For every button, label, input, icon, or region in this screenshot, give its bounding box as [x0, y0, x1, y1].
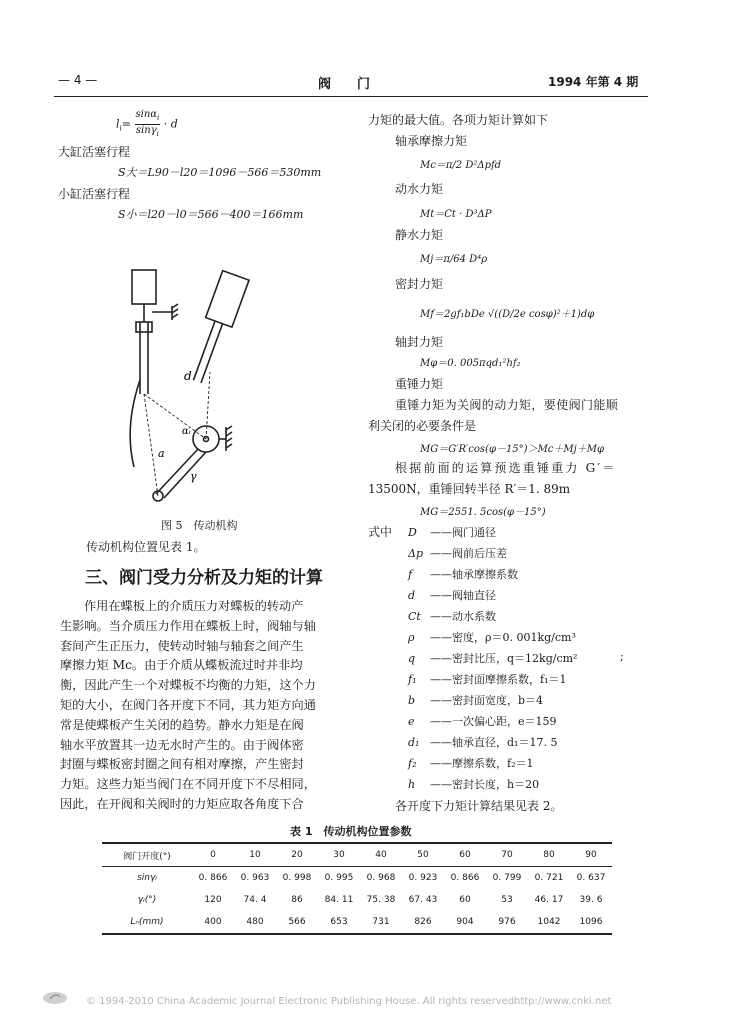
table-row: γᵢ(°) 120 74. 4 86 84. 11 75. 38 67. 43 60 53 46. 17 39. 6: [137, 895, 603, 905]
inclined-cylinder: [206, 271, 249, 328]
formula-li: $l_i=$ $\frac{\sin\alpha_i}{\sin\gamma_i}$ · d: [116, 109, 178, 138]
section-title: 三、阀门受力分析及力矩的计算: [85, 568, 323, 588]
closing-condition: MG＝G′R′cos(φ－15°)＞Mc＋Mj＋Mφ: [420, 444, 604, 455]
figure-caption: 图 5 传动机构: [161, 519, 238, 532]
table-row: 阀门开度(°) 0 10 20 30 40 50 60 70 80 90: [102, 844, 612, 867]
footer-copyright: © 1994-2010 China Academic Journal Electronic Publishing House. All rights reserved.: [86, 996, 518, 1007]
stray-mark: ;: [620, 650, 624, 663]
symbol-item: d ——阀轴直径: [408, 589, 496, 602]
bearing-moment-title: 轴承摩擦力矩: [395, 134, 468, 148]
footer-url[interactable]: http://www.cnki.net: [514, 996, 612, 1007]
figure-reference: 传动机构位置见表 1。: [86, 540, 206, 554]
symbol-item: Δp ——阀前后压差: [408, 547, 507, 560]
seal-moment-formula: Mf＝2gf₁bDe √((D/2e cosφ)²＋1)dφ: [420, 309, 595, 320]
symbol-item: D ——阀门通径: [408, 526, 496, 539]
symbol-item: q ——密封比压，q＝12kg/cm²: [408, 652, 578, 665]
weight-moment-text-1: 重锤力矩为关阀的动力矩，要使阀门能顺: [395, 398, 619, 412]
journal-name: 阀 门: [318, 77, 371, 92]
label-d: d: [184, 369, 192, 383]
table-row: Lₙ(mm) 400 480 566 653 731 826 904 976 1042 1096: [130, 917, 603, 927]
seal-moment-title: 密封力矩: [395, 277, 444, 291]
header-rule: [54, 96, 648, 97]
preselect-text-2: 13500N，重锤回转半径 R′＝1. 89m: [368, 482, 571, 496]
table1-bottom-rule: [102, 933, 612, 935]
symbol-item: d₁ ——轴承直径，d₁＝17. 5: [408, 736, 558, 749]
big-cylinder-equation: S大＝L90－l20＝1096－566＝530mm: [118, 166, 322, 179]
shaft-seal-moment-title: 轴封力矩: [395, 335, 444, 349]
table1: [102, 844, 612, 933]
table2-reference: 各开度下力矩计算结果见表 2。: [395, 799, 563, 813]
table-row: sinγᵢ 0. 866 0. 963 0. 998 0. 995 0. 968 0. 923 0. 866 0. 799 0. 721 0. 637: [137, 873, 606, 883]
where-label: 式中: [368, 525, 393, 539]
preselect-text-1: 根据前面的运算预选重锤重力 G′＝: [395, 461, 617, 475]
issue-label: 1994 年第 4 期: [548, 75, 639, 89]
moment-intro: 力矩的最大值。各项力矩计算如下: [368, 113, 549, 127]
symbol-item: Ct ——动水系数: [408, 610, 496, 623]
weight-moment-text-2: 利关闭的必要条件是: [368, 419, 477, 433]
mechanism-diagram: [118, 262, 258, 507]
label-gamma: γ: [190, 470, 197, 483]
cnki-logo-icon: [42, 990, 68, 1006]
symbol-item: f₂ ——摩擦系数，f₂＝1: [408, 757, 534, 770]
static-moment-title: 静水力矩: [395, 228, 444, 242]
label-a: a: [158, 447, 165, 460]
page-number: — 4 —: [58, 73, 98, 87]
table1-title: 表 1 传动机构位置参数: [290, 825, 412, 838]
symbol-item: f ——轴承摩擦系数: [408, 568, 518, 581]
label-alpha: αᵢ: [182, 426, 191, 437]
body-paragraph: 作用在蝶板上的介质压力对蝶板的转动产 生影响。当介质压力作用在蝶板上时，阀轴与轴 套间产生正压力，使转动时轴与轴套之间产生 摩擦力矩 Mc。由于介质从蝶板流过时并非均 衡，因此产生一个对蝶板不均衡的力矩，这个力 矩的大小，在阀门各开度下不同，其力矩方向通 常是使蝶板产生关闭的趋势。静水力矩是在阀 轴水平放置其一边无水时产生的。由于阀体密 封圈与蝶板密封圈之间有相对摩擦，产生密封 力矩。这些力矩当阀门在不同开度下不尽相同， 因此，在开阀和关阀时的力矩应取各角度下合: [60, 599, 316, 811]
vertical-cylinder: [132, 270, 156, 304]
weight-moment-title: 重锤力矩: [395, 377, 444, 391]
big-cylinder-title: 大缸活塞行程: [58, 145, 131, 159]
shaft-seal-moment-formula: Mφ＝0. 005πqd₁²hf₂: [420, 358, 521, 369]
bearing-moment-formula: Mc＝π/2 D²Δpfd: [420, 160, 502, 171]
symbol-item: ρ ——密度，ρ＝0. 001kg/cm³: [408, 631, 576, 644]
symbol-item: h ——密封长度，h＝20: [408, 778, 540, 791]
dynamic-moment-title: 动水力矩: [395, 182, 444, 196]
small-cylinder-equation: S小＝l20－l0＝566－400＝166mm: [118, 208, 304, 221]
static-moment-formula: Mj＝π/64 D⁴ρ: [420, 254, 488, 265]
symbol-item: e ——一次偏心距，e＝159: [408, 715, 557, 728]
small-cylinder-title: 小缸活塞行程: [58, 187, 131, 201]
symbol-item: f₁ ——密封面摩擦系数，f₁＝1: [408, 673, 567, 686]
dynamic-moment-formula: Mt＝Ct · D³ΔP: [420, 209, 492, 220]
mg-equation: MG＝2551. 5cos(φ－15°): [420, 507, 546, 518]
symbol-item: b ——密封面宽度，b＝4: [408, 694, 544, 707]
